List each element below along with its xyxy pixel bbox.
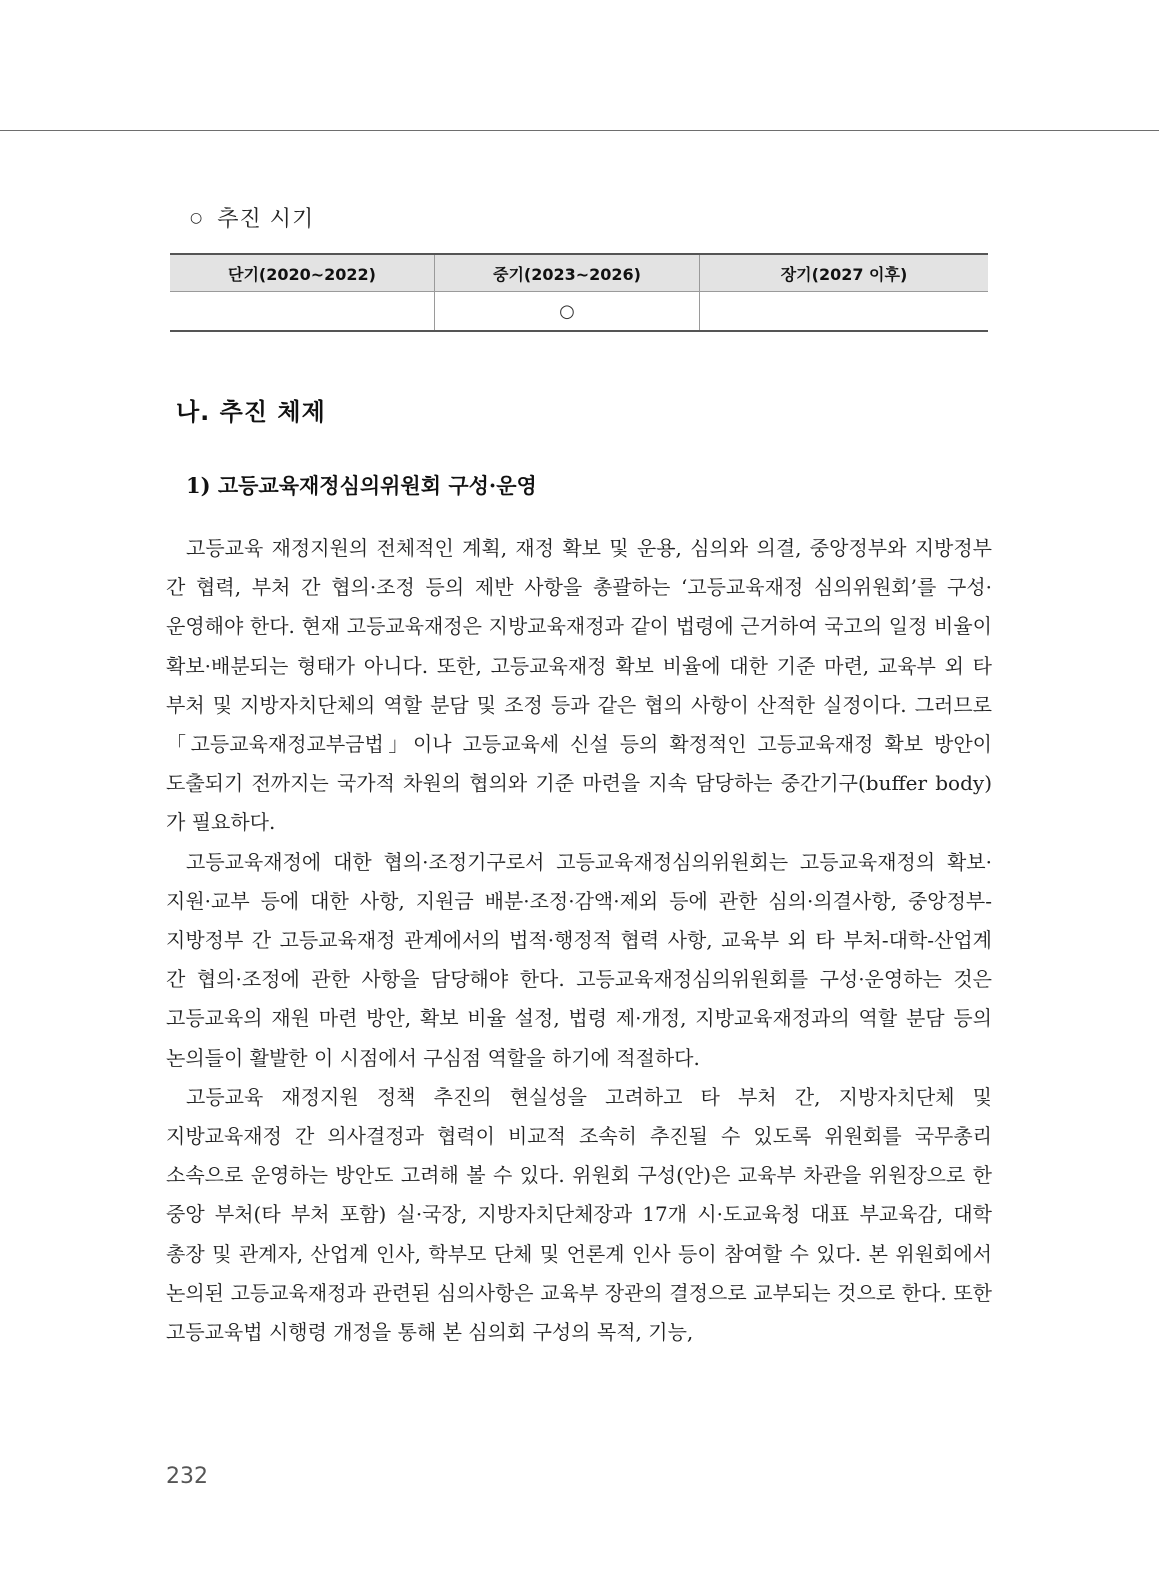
page-number: 232 bbox=[166, 1464, 208, 1489]
paragraph: 고등교육 재정지원의 전체적인 계획, 재정 확보 및 운용, 심의와 의결, 중앙정부와 지방정부 간 협력, 부처 간 협의·조정 등의 제반 사항을 총괄하는 ‘고등교육재정 심의위원회’를 구성·운영해야 한다. 현재 고등교육재정은 지방교육재정과 같이 법령에 근거하여 국고의 일정 비율이 확보·배분되는 형태가 아니다. 또한, 고등교육재정 확보 비율에 대한 기준 마련, 교육부 외 타 부처 및 지방자치단체의 역할 분담 및 조정 등과 같은 협의 사항이 산적한 실정이다. 그러므로 「고등교육재정교부금법」이나 고등교육세 신설 등의 확정적인 고등교육재정 확보 방안이 도출되기 전까지는 국가적 차원의 협의와 기준 마련을 지속 담당하는 중간기구(buffer body)가 필요하다. bbox=[166, 536, 992, 835]
paragraph: 고등교육 재정지원 정책 추진의 현실성을 고려하고 타 부처 간, 지방자치단체 및 지방교육재정 간 의사결정과 협력이 비교적 조속히 추진될 수 있도록 위원회를 국무총리 소속으로 운영하는 방안도 고려해 볼 수 있다. 위원회 구성(안)은 교육부 차관을 위원장으로 한 중앙 부처(타 부처 포함) 실·국장, 지방자치단체장과 17개 시·도교육청 대표 부교육감, 대학 총장 및 관계자, 산업계 인사, 학부모 단체 및 언론계 인사 등이 참여할 수 있다. 본 위원회에서 논의된 고등교육재정과 관련된 심의사항은 교육부 장관의 결정으로 교부되는 것으로 한다. 또한 고등교육법 시행령 개정을 통해 본 심의회 구성의 목적, 기능, bbox=[166, 1084, 992, 1345]
cell-mid-term: ○ bbox=[435, 292, 700, 332]
header-long-term: 장기(2027 이후) bbox=[700, 254, 989, 292]
header-short-term: 단기(2020~2022) bbox=[170, 254, 435, 292]
paragraph: 고등교육재정에 대한 협의·조정기구로서 고등교육재정심의위원회는 고등교육재정의 확보·지원·교부 등에 대한 사항, 지원금 배분·조정·감액·제외 등에 관한 심의·의결사항, 중앙정부-지방정부 간 고등교육재정 관계에서의 법적·행정적 협력 사항, 교육부 외 타 부처-대학-산업계 간 협의·조정에 관한 사항을 담당해야 한다. 고등교육재정심의위원회를 구성·운영하는 것은 고등교육의 재원 마련 방안, 확보 비율 설정, 법령 제·개정, 지방교육재정과의 역할 분담 등의 논의들이 활발한 이 시점에서 구심점 역할을 하기에 적절하다. bbox=[166, 849, 992, 1070]
bullet-text: 추진 시기 bbox=[217, 207, 315, 232]
circle-bullet-icon: ○ bbox=[190, 209, 204, 226]
table-header-row bbox=[170, 254, 988, 292]
sub-heading: 1) 고등교육재정심의위원회 구성·운영 bbox=[186, 473, 537, 498]
section-heading: 나. 추진 체제 bbox=[176, 398, 326, 426]
table-row bbox=[170, 292, 988, 332]
body-text bbox=[166, 529, 992, 1352]
header-rule bbox=[0, 130, 1159, 131]
period-table bbox=[170, 253, 988, 332]
bullet-item bbox=[190, 202, 314, 233]
cell-long-term bbox=[700, 292, 989, 332]
cell-short-term bbox=[170, 292, 435, 332]
header-mid-term: 중기(2023~2026) bbox=[435, 254, 700, 292]
